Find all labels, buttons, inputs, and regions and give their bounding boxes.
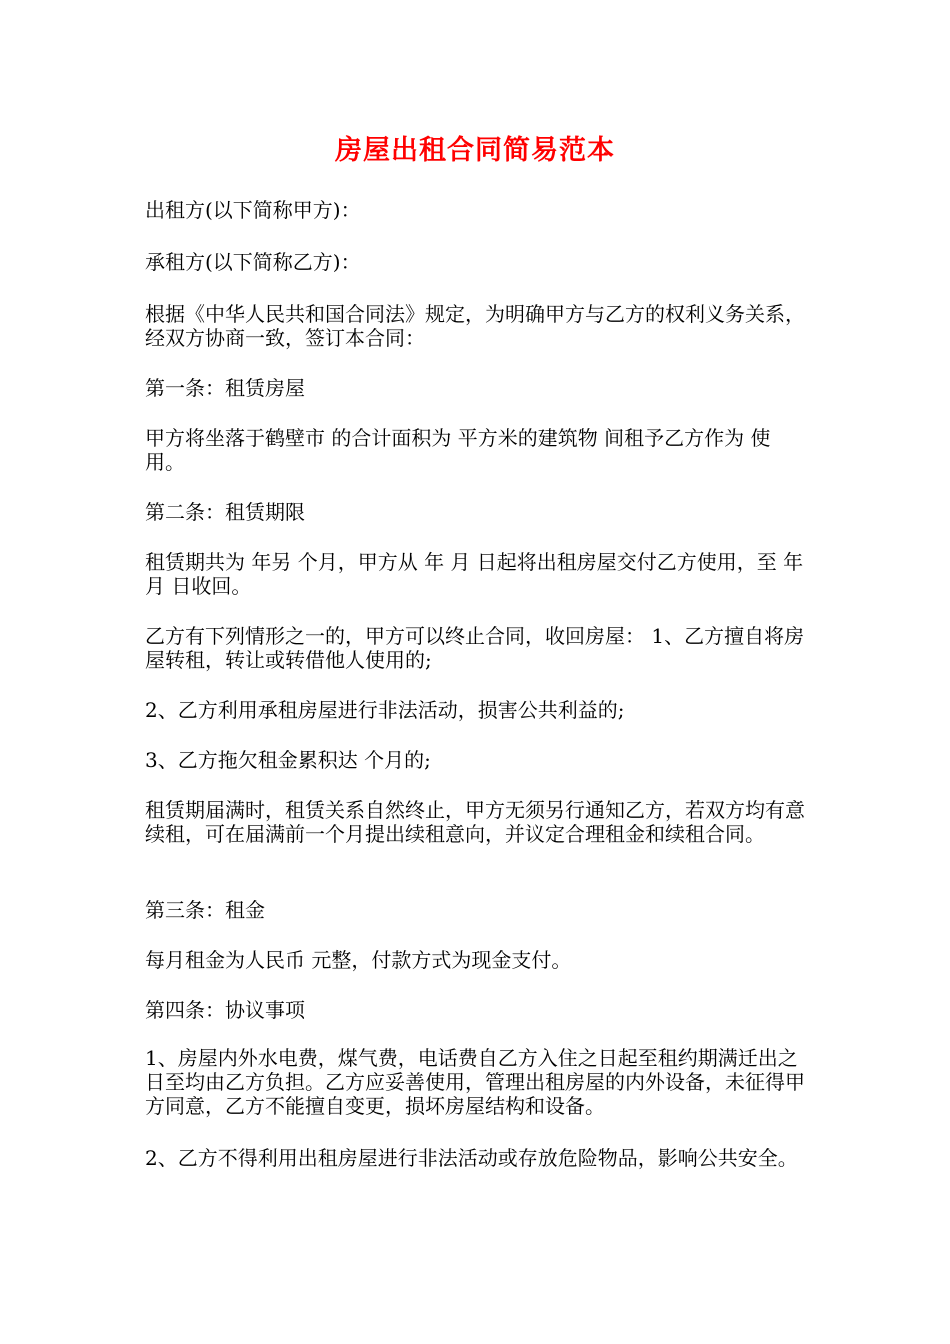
article-3-body: 每月租金为人民币 元整，付款方式为现金支付。 — [145, 948, 572, 972]
renewal-clause: 租赁期届满时，租赁关系自然终止，甲方无须另行通知乙方，若双方均有意续租，可在届满前一个月提出续租意向，并议定合理租金和续租合同。 — [145, 798, 805, 846]
article-4-item-2: 2、乙方不得利用出租房屋进行非法活动或存放危险物品，影响公共安全。 — [145, 1146, 798, 1170]
article-2-body: 租赁期共为 年另 个月，甲方从 年 月 日起将出租房屋交付乙方使用，至 年 月 日收回。 — [145, 550, 804, 598]
paragraph-lessor: 出租方(以下简称甲方)： — [145, 198, 361, 222]
paragraph-preamble: 根据《中华人民共和国合同法》规定，为明确甲方与乙方的权利义务关系，经双方协商一致，签订本合同： — [145, 302, 805, 350]
article-2-heading: 第二条：租赁期限 — [145, 500, 305, 524]
article-1-heading: 第一条：租赁房屋 — [145, 376, 305, 400]
article-3-heading: 第三条：租金 — [145, 898, 265, 922]
termination-item-3: 3、乙方拖欠租金累积达 个月的; — [145, 748, 431, 772]
termination-clause: 乙方有下列情形之一的，甲方可以终止合同，收回房屋： 1、乙方擅自将房屋转租，转让或转借他人使用的; — [145, 624, 805, 672]
document-title: 房屋出租合同简易范本 — [335, 135, 615, 166]
article-1-body: 甲方将坐落于鹤壁市 的合计面积为 平方米的建筑物 间租予乙方作为 使用。 — [145, 426, 771, 474]
termination-item-2: 2、乙方利用承租房屋进行非法活动，损害公共利益的; — [145, 698, 625, 722]
paragraph-lessee: 承租方(以下简称乙方)： — [145, 250, 361, 274]
article-4-item-1: 1、房屋内外水电费，煤气费，电话费自乙方入住之日起至租约期满迁出之日至均由乙方负担。乙方应妥善使用，管理出租房屋的内外设备，未征得甲方同意，乙方不能擅自变更，损坏房屋结构和设备。 — [145, 1046, 805, 1118]
article-4-heading: 第四条：协议事项 — [145, 998, 305, 1022]
